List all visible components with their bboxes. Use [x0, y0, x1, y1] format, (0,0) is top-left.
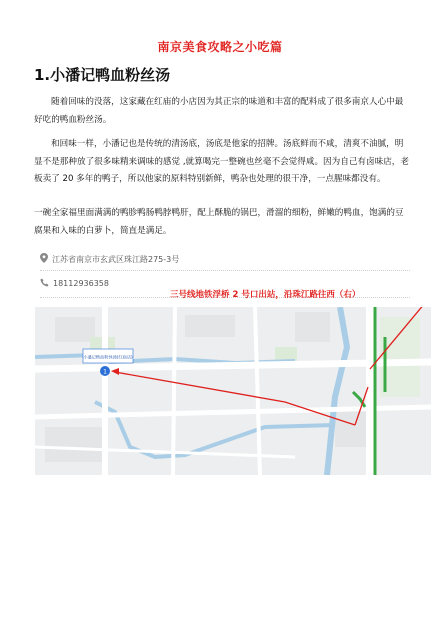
document-title: 南京美食攻略之小吃篇: [157, 40, 283, 54]
svg-text:1: 1: [103, 368, 107, 376]
map-graphic: [35, 307, 431, 475]
route-note: 三号线地铁浮桥 2 号口出站，沿珠江路往西（右）: [170, 290, 361, 300]
paragraph-intro-text: 随着回味的没落，这家藏在红庙的小店因为其正宗的味道和丰富的配料成了很多南京人心中最好吃的鸭血粉丝汤。: [34, 97, 404, 125]
paragraph-soup-text: 和回味一样，小潘记也是传统的清汤底，汤底是他家的招牌。汤底鲜而不咸，清爽不油腻，明显不是那种放了很多味精来调味的感觉 ,就算喝完一整碗也丝毫不会觉得咸。因为自己有卤味店，老板卖了 20 多年的鸭子，所以他家的原料特别新鲜，鸭杂也处理的很干净，一点腥味都没有。: [34, 139, 409, 184]
route-map: [35, 307, 431, 475]
section-heading: 1.小潘记鸭血粉丝汤: [34, 66, 171, 84]
address-row: [40, 253, 179, 265]
paragraph-ingredients: [34, 205, 410, 240]
phone-icon: [40, 278, 49, 289]
address-text: 江苏省南京市玄武区珠江路275-3号: [52, 254, 180, 264]
location-pin-icon: [40, 253, 48, 265]
divider: [40, 270, 410, 271]
paragraph-intro: [34, 94, 410, 129]
paragraph-ingredients-text: 一碗全家福里面满满的鸭胗鸭肠鸭脖鸭肝，配上酥脆的锅巴，滑溜的细粉，鲜嫩的鸭血，饱满的豆腐果和入味的白萝卜，简直是满足。: [34, 208, 404, 236]
paragraph-soup: [34, 136, 410, 189]
phone-text: 18112936358: [53, 279, 109, 288]
phone-row: [40, 278, 109, 289]
map-marker-label: 小潘记鸭血粉丝汤(红庙店): [83, 354, 133, 360]
